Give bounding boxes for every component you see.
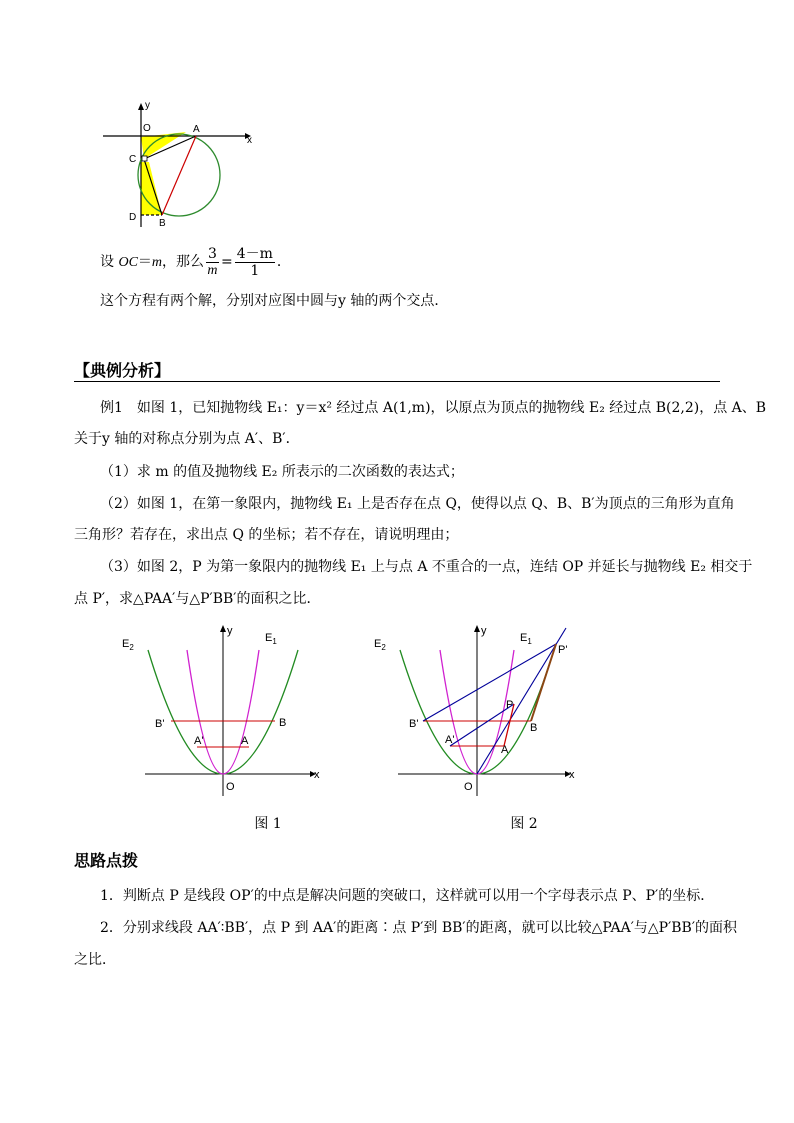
fig1-label-y: y xyxy=(227,625,233,637)
y-axis-arrow xyxy=(138,103,144,110)
fig1-label-x: x xyxy=(314,769,320,781)
fig2-segment-bp-pp xyxy=(423,644,556,721)
setup-m: m xyxy=(151,255,163,270)
setup-equals: = xyxy=(220,254,233,270)
label-b: B xyxy=(159,218,166,229)
fig1-label-b: B xyxy=(279,717,287,729)
setup-end: ． xyxy=(276,254,291,270)
hint-2-line-1: 2．分别求线段 AA′∶BB′，点 P 到 AA′的距离∶点 P′到 BB′的距离，就可以比较△PAA′与△P′BB′的面积 xyxy=(100,920,737,936)
setup-eq: ＝ xyxy=(137,254,152,270)
label-x: x xyxy=(247,135,252,146)
setup-mid: ，那么 xyxy=(162,254,205,270)
fig1-label-a: A xyxy=(241,735,249,747)
hint-2-line-2: 之比． xyxy=(74,952,116,968)
fig2-label-e2: $E_2$ xyxy=(374,638,386,652)
setup-oc: OC xyxy=(118,255,138,270)
fig1-label-bp: B' xyxy=(155,718,165,730)
fig2-line-op xyxy=(477,628,566,774)
fig2-label-ap: A' xyxy=(445,734,455,746)
label-y: y xyxy=(145,100,150,111)
fraction-4m-over-1 xyxy=(235,246,275,279)
fig2-y-arrow xyxy=(474,625,480,632)
figure-1-caption: 图 1 xyxy=(254,816,282,832)
fig2-label-pp: P' xyxy=(558,644,568,656)
fraction-3-over-m xyxy=(206,246,219,279)
question-3-line-2: 点 P′，求△PAA′与△P′BB′的面积之比． xyxy=(74,591,321,607)
section-title-underline xyxy=(74,381,720,382)
fig2-label-e1: $E_1$ xyxy=(520,632,532,646)
question-2-line-2: 三角形？若存在，求出点 Q 的坐标；若不存在，请说明理由； xyxy=(74,527,459,543)
setup-equation-line xyxy=(100,244,291,284)
fig2-label-p: P xyxy=(506,699,514,711)
fig2-label-o: O xyxy=(464,781,473,793)
hints-title: 思路点拨 xyxy=(74,851,139,870)
fig1-label-e2: $E_2$ xyxy=(122,638,134,652)
fig2-segment-ap-p xyxy=(450,704,514,746)
circle-diagram xyxy=(95,95,265,230)
question-2-line-1: （2）如图 1，在第一象限内，抛物线 E₁ 上是否存在点 Q，使得以点 Q、B、B′为顶点的三角形为直角 xyxy=(100,496,735,512)
question-3-line-1: （3）如图 2，P 为第一象限内的抛物线 E₁ 上与点 A 不重合的一点，连结 OP 并延长与抛物线 E₂ 相交于 xyxy=(100,559,753,575)
frac1-numerator: 3 xyxy=(208,245,217,262)
fig1-y-arrow xyxy=(220,625,226,632)
example-line-2: 关于y 轴的对称点分别为点 A′、B′． xyxy=(74,431,300,447)
figure-2-diagram xyxy=(370,620,590,800)
label-d: D xyxy=(129,212,137,223)
question-1: （1）求 m 的值及抛物线 E₂ 所表示的二次函数的表达式； xyxy=(100,464,464,480)
fig2-label-y: y xyxy=(481,625,487,637)
label-a: A xyxy=(193,124,200,135)
segment-ab xyxy=(162,136,196,215)
setup-pre: 设 xyxy=(100,254,119,270)
section-title: 【典例分析】 xyxy=(74,361,171,380)
example-line-1: 例1 如图 1，已知抛物线 E₁：y＝x² 经过点 A(1,m)，以原点为顶点的抛物线 E₂ 经过点 B(2,2)，点 A、B xyxy=(100,400,767,416)
frac2-denominator: 1 xyxy=(250,262,260,279)
fig1-label-e1: $E_1$ xyxy=(265,632,277,646)
fig2-label-a: A xyxy=(501,744,509,756)
fig1-label-ap: A' xyxy=(194,735,204,747)
fig1-label-o: O xyxy=(226,781,235,793)
fig2-label-b: B xyxy=(530,722,538,734)
frac2-numerator: 4－m xyxy=(236,245,273,262)
note-line: 这个方程有两个解，分别对应图中圆与y 轴的两个交点． xyxy=(100,293,449,309)
right-angle-marker xyxy=(142,156,147,161)
label-o: O xyxy=(143,123,151,134)
figure-1-diagram xyxy=(110,620,330,800)
fig2-label-bp: B' xyxy=(409,718,419,730)
fig2-segment-pp-b xyxy=(531,644,556,721)
fig2-label-x: x xyxy=(569,769,575,781)
hint-1: 1．判断点 P 是线段 OP′的中点是解决问题的突破口，这样就可以用一个字母表示点 P、P′的坐标． xyxy=(100,888,715,904)
label-c: C xyxy=(129,154,137,165)
frac1-denominator: m xyxy=(207,262,218,278)
figure-2-caption: 图 2 xyxy=(510,816,538,832)
